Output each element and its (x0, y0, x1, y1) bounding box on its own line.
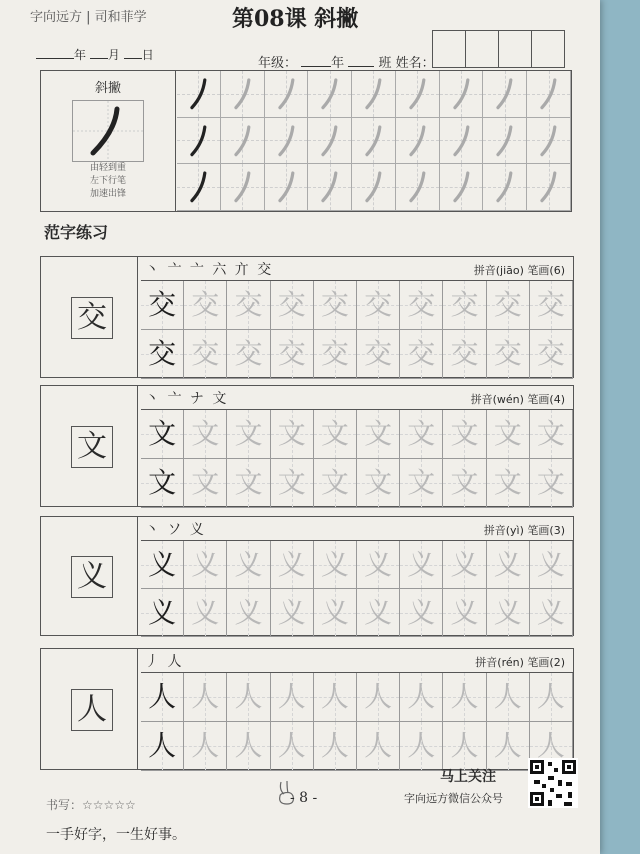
slant-stroke-icon (221, 164, 264, 210)
character-info (484, 522, 565, 538)
cell-character: 交 (407, 337, 436, 370)
cell-character: 人 (536, 729, 565, 762)
cell-character: 交 (277, 337, 306, 370)
slant-stroke-icon (73, 101, 143, 161)
cell-character: 义 (234, 548, 263, 581)
tracing-cell[interactable] (443, 589, 486, 637)
cell-character: 文 (493, 417, 522, 450)
name-boxes[interactable] (432, 30, 564, 68)
tracing-grid (141, 409, 573, 506)
day-blank[interactable] (124, 58, 142, 59)
tracing-cell[interactable] (184, 281, 227, 330)
stroke-practice-cell[interactable] (527, 71, 571, 118)
tracing-cell[interactable] (443, 722, 486, 771)
cell-character: 人 (234, 680, 263, 713)
slant-stroke-icon (396, 71, 439, 117)
cell-character: 人 (320, 729, 349, 762)
stroke-count-label: 笔画(2) (527, 656, 565, 669)
stroke-practice-cell[interactable] (527, 118, 571, 165)
cell-character: 交 (320, 337, 349, 370)
slant-stroke-icon (221, 118, 264, 164)
cell-character: 义 (148, 548, 177, 581)
cell-character: 义 (450, 548, 479, 581)
slant-stroke-icon (440, 118, 483, 164)
cell-character: 人 (191, 729, 220, 762)
tracing-cell[interactable] (227, 722, 270, 771)
tracing-cell[interactable] (184, 410, 227, 459)
tracing-cell[interactable] (487, 281, 530, 330)
cell-character: 人 (364, 680, 393, 713)
tracing-cell[interactable] (271, 541, 314, 589)
tracing-cell[interactable] (184, 673, 227, 722)
motto: 一手好字，一生好事。 (46, 827, 186, 843)
publisher-logo: 字向远方 | 司和菲学 (30, 10, 147, 25)
stroke-practice-grid[interactable] (177, 71, 571, 211)
slant-stroke-icon (265, 118, 308, 164)
stroke-demo (72, 100, 144, 162)
pinyin-label: 拼音(wén) (470, 393, 524, 406)
cell-character: 义 (450, 596, 479, 629)
month-blank[interactable] (90, 58, 108, 59)
stroke-practice-cell[interactable] (221, 118, 265, 165)
model-character: 交 (71, 297, 113, 339)
tracing-cell[interactable] (357, 330, 400, 379)
tracing-cell[interactable] (184, 722, 227, 771)
stroke-tip-1: 由轻到重 (89, 163, 126, 173)
cell-character: 文 (148, 466, 177, 499)
tracing-cell[interactable] (314, 673, 357, 722)
name-box[interactable] (531, 30, 565, 68)
cell-character: 文 (493, 466, 522, 499)
character-info (474, 262, 565, 278)
stroke-practice-cell[interactable] (527, 164, 571, 211)
cell-character: 交 (234, 288, 263, 321)
tracing-cell[interactable] (227, 459, 270, 508)
stroke-practice-cell[interactable] (352, 164, 396, 211)
stroke-practice-cell[interactable] (265, 164, 309, 211)
cell-character: 文 (234, 417, 263, 450)
slant-stroke-icon (177, 164, 220, 210)
cell-character: 人 (407, 680, 436, 713)
stroke-practice-cell[interactable] (221, 71, 265, 118)
tracing-cell[interactable] (443, 541, 486, 589)
cell-character: 义 (234, 596, 263, 629)
cell-character: 交 (320, 288, 349, 321)
tracing-cell[interactable] (443, 673, 486, 722)
stroke-practice-cell[interactable] (396, 118, 440, 165)
tracing-cell[interactable] (530, 541, 573, 589)
stroke-order: 丶 亠 亠 六 亣 交 (145, 262, 274, 278)
model-cell[interactable] (141, 589, 184, 637)
character-block (40, 516, 574, 636)
date-line (36, 46, 154, 63)
year-blank[interactable] (36, 58, 74, 59)
tracing-cell[interactable] (271, 722, 314, 771)
model-character-panel (41, 649, 138, 769)
tracing-cell[interactable] (487, 330, 530, 379)
cell-character: 文 (364, 417, 393, 450)
stroke-practice-cell[interactable] (177, 71, 221, 118)
tracing-cell[interactable] (487, 410, 530, 459)
follow-text: 马上关注 (440, 769, 496, 785)
tracing-grid (141, 672, 573, 769)
character-block (40, 648, 574, 770)
model-cell[interactable] (141, 410, 184, 459)
tracing-cell[interactable] (227, 589, 270, 637)
stroke-practice-cell[interactable] (177, 118, 221, 165)
tracing-cell[interactable] (443, 410, 486, 459)
tracing-cell[interactable] (227, 410, 270, 459)
cell-character: 交 (407, 288, 436, 321)
cell-character: 文 (320, 466, 349, 499)
cell-character: 文 (407, 466, 436, 499)
model-cell[interactable] (141, 281, 184, 330)
cell-character: 人 (450, 729, 479, 762)
tracing-cell[interactable] (314, 459, 357, 508)
tracing-cell[interactable] (184, 589, 227, 637)
slant-stroke-icon (483, 71, 526, 117)
tracing-cell[interactable] (184, 459, 227, 508)
tracing-cell[interactable] (314, 410, 357, 459)
cell-character: 交 (364, 288, 393, 321)
account-text: 字向远方微信公众号 (404, 792, 503, 805)
tracing-cell[interactable] (400, 722, 443, 771)
tracing-cell[interactable] (400, 673, 443, 722)
slant-stroke-icon (308, 71, 351, 117)
slant-stroke-icon (483, 164, 526, 210)
cell-character: 人 (277, 680, 306, 713)
tracing-cell[interactable] (357, 459, 400, 508)
class-blank[interactable] (348, 66, 374, 67)
tracing-cell[interactable] (487, 541, 530, 589)
stroke-practice-cell[interactable] (440, 71, 484, 118)
tracing-cell[interactable] (271, 330, 314, 379)
stroke-practice-cell[interactable] (308, 164, 352, 211)
stroke-practice-cell[interactable] (440, 118, 484, 165)
tracing-cell[interactable] (357, 410, 400, 459)
cell-character: 文 (234, 466, 263, 499)
stroke-practice-cell[interactable] (352, 118, 396, 165)
tracing-cell[interactable] (357, 541, 400, 589)
model-character: 义 (71, 556, 113, 598)
cell-character: 义 (320, 548, 349, 581)
cell-character: 人 (234, 729, 263, 762)
tracing-cell[interactable] (184, 330, 227, 379)
character-info (471, 391, 565, 407)
tracing-cell[interactable] (227, 330, 270, 379)
page-number: - 8 - (290, 790, 318, 806)
cell-character: 义 (277, 596, 306, 629)
cell-character: 义 (191, 548, 220, 581)
model-cell[interactable] (141, 722, 184, 771)
tracing-cell[interactable] (314, 722, 357, 771)
cell-character: 义 (148, 596, 177, 629)
tracing-cell[interactable] (443, 459, 486, 508)
model-cell[interactable] (141, 459, 184, 508)
cell-character: 义 (364, 596, 393, 629)
tracing-cell[interactable] (530, 281, 573, 330)
cell-character: 交 (450, 337, 479, 370)
tracing-cell[interactable] (400, 410, 443, 459)
tracing-cell[interactable] (314, 589, 357, 637)
tracing-cell[interactable] (530, 673, 573, 722)
tracing-cell[interactable] (271, 410, 314, 459)
pinyin-label: 拼音(jiāo) (473, 264, 524, 277)
stroke-order: 丿 人 (145, 654, 184, 670)
slant-stroke-icon (308, 164, 351, 210)
tracing-cell[interactable] (487, 459, 530, 508)
cell-character: 文 (191, 417, 220, 450)
tracing-cell[interactable] (184, 541, 227, 589)
tracing-cell[interactable] (271, 589, 314, 637)
cell-character: 人 (493, 729, 522, 762)
tracing-cell[interactable] (400, 541, 443, 589)
cell-character: 人 (493, 680, 522, 713)
cell-character: 交 (450, 288, 479, 321)
tracing-cell[interactable] (400, 281, 443, 330)
cell-character: 义 (493, 596, 522, 629)
tracing-cell[interactable] (357, 722, 400, 771)
tracing-cell[interactable] (400, 330, 443, 379)
tracing-cell[interactable] (400, 459, 443, 508)
model-cell[interactable] (141, 330, 184, 379)
tracing-cell[interactable] (227, 673, 270, 722)
cell-character: 人 (148, 680, 177, 713)
stroke-count-label: 笔画(4) (527, 393, 565, 406)
cell-character: 义 (407, 548, 436, 581)
model-character: 文 (71, 426, 113, 468)
tracing-cell[interactable] (487, 673, 530, 722)
stroke-practice-cell[interactable] (221, 164, 265, 211)
model-character-panel (41, 257, 138, 377)
grade-blank[interactable] (301, 66, 331, 67)
stroke-count-label: 笔画(6) (527, 264, 565, 277)
slant-stroke-icon (527, 71, 570, 117)
cell-character: 义 (277, 548, 306, 581)
cell-character: 人 (364, 729, 393, 762)
stroke-practice-cell[interactable] (396, 71, 440, 118)
cell-character: 文 (277, 417, 306, 450)
cell-character: 交 (234, 337, 263, 370)
cell-character: 义 (493, 548, 522, 581)
slant-stroke-icon (177, 118, 220, 164)
stroke-practice-cell[interactable] (483, 164, 527, 211)
slant-stroke-icon (308, 118, 351, 164)
cell-character: 文 (277, 466, 306, 499)
tracing-cell[interactable] (314, 330, 357, 379)
tracing-cell[interactable] (271, 673, 314, 722)
class-name-label: 班 姓名： (378, 56, 435, 71)
slant-stroke-icon (352, 71, 395, 117)
slant-stroke-icon (396, 164, 439, 210)
slant-stroke-icon (527, 118, 570, 164)
cell-character: 人 (450, 680, 479, 713)
tracing-cell[interactable] (271, 281, 314, 330)
cell-character: 义 (364, 548, 393, 581)
character-info (475, 654, 565, 670)
cell-character: 交 (148, 337, 177, 370)
tracing-cell[interactable] (487, 589, 530, 637)
slant-stroke-icon (352, 164, 395, 210)
name-box[interactable] (498, 30, 532, 68)
slant-stroke-icon (221, 71, 264, 117)
slant-stroke-icon (352, 118, 395, 164)
model-cell[interactable] (141, 541, 184, 589)
cell-character: 文 (364, 466, 393, 499)
cell-character: 文 (191, 466, 220, 499)
year-label: 年 (74, 48, 87, 62)
cell-character: 交 (191, 288, 220, 321)
cell-character: 文 (536, 417, 565, 450)
tracing-cell[interactable] (357, 673, 400, 722)
tracing-cell[interactable] (227, 541, 270, 589)
stroke-practice-cell[interactable] (352, 71, 396, 118)
tracing-cell[interactable] (227, 281, 270, 330)
tracing-cell[interactable] (530, 410, 573, 459)
lesson-title: 第08课 斜撇 (232, 6, 359, 32)
cell-character: 交 (536, 337, 565, 370)
cell-character: 交 (277, 288, 306, 321)
stroke-practice-cell[interactable] (396, 164, 440, 211)
tracing-cell[interactable] (314, 281, 357, 330)
stroke-practice-cell[interactable] (265, 118, 309, 165)
tracing-cell[interactable] (487, 722, 530, 771)
cell-character: 交 (493, 337, 522, 370)
character-block (40, 256, 574, 378)
slant-stroke-icon (440, 164, 483, 210)
stroke-practice-cell[interactable] (483, 118, 527, 165)
model-character-panel (41, 517, 138, 635)
stroke-practice-cell[interactable] (265, 71, 309, 118)
cell-character: 交 (493, 288, 522, 321)
section-title: 范字练习 (44, 223, 109, 242)
stroke-tip-2: 左下行笔 (89, 176, 126, 186)
pinyin-label: 拼音(rén) (475, 656, 524, 669)
tracing-cell[interactable] (357, 281, 400, 330)
stroke-order: 丶 ソ 义 (145, 522, 206, 538)
stroke-practice-cell[interactable] (483, 71, 527, 118)
character-block (40, 385, 574, 507)
tracing-cell[interactable] (357, 589, 400, 637)
cell-character: 文 (320, 417, 349, 450)
cell-character: 义 (536, 548, 565, 581)
pinyin-label: 拼音(yì) (483, 524, 524, 537)
stroke-count-label: 笔画(3) (527, 524, 565, 537)
stroke-practice-cell[interactable] (440, 164, 484, 211)
stroke-name: 斜撇 (94, 81, 121, 96)
cell-character: 文 (450, 466, 479, 499)
cell-character: 文 (148, 417, 177, 450)
slant-stroke-icon (483, 118, 526, 164)
cell-character: 义 (536, 596, 565, 629)
cell-character: 人 (536, 680, 565, 713)
tracing-cell[interactable] (271, 459, 314, 508)
cell-character: 义 (320, 596, 349, 629)
cell-character: 交 (536, 288, 565, 321)
tracing-grid (141, 540, 573, 635)
grade-label: 年级： (258, 56, 298, 71)
cell-character: 义 (407, 596, 436, 629)
name-box[interactable] (432, 30, 466, 68)
cell-character: 交 (148, 288, 177, 321)
cell-character: 人 (191, 680, 220, 713)
cell-character: 人 (320, 680, 349, 713)
grade-year-label: 年 (331, 56, 345, 71)
stroke-order: 丶 亠 ナ 文 (145, 391, 229, 407)
slant-stroke-icon (265, 71, 308, 117)
tracing-cell[interactable] (443, 281, 486, 330)
writing-rating[interactable]: 书写：☆☆☆☆☆ (46, 798, 136, 812)
tracing-cell[interactable] (443, 330, 486, 379)
name-box[interactable] (465, 30, 499, 68)
cell-character: 交 (191, 337, 220, 370)
qr-code-icon (528, 758, 578, 808)
stroke-intro (41, 71, 176, 211)
cell-character: 文 (450, 417, 479, 450)
tracing-grid (141, 280, 573, 377)
slant-stroke-icon (527, 164, 570, 210)
model-character-panel (41, 386, 138, 506)
slant-stroke-icon (396, 118, 439, 164)
grade-line (258, 52, 435, 71)
cell-character: 文 (407, 417, 436, 450)
stroke-practice-cell[interactable] (177, 164, 221, 211)
model-cell[interactable] (141, 673, 184, 722)
month-label: 月 (107, 48, 120, 62)
stroke-practice-box (40, 70, 572, 212)
cell-character: 义 (191, 596, 220, 629)
stroke-tip-3: 加速出锋 (89, 189, 126, 199)
model-character: 人 (71, 689, 113, 731)
slant-stroke-icon (265, 164, 308, 210)
cell-character: 交 (364, 337, 393, 370)
cell-character: 人 (277, 729, 306, 762)
slant-stroke-icon (177, 71, 220, 117)
tracing-cell[interactable] (314, 541, 357, 589)
day-label: 日 (141, 48, 154, 62)
cell-character: 人 (148, 729, 177, 762)
stroke-practice-cell[interactable] (308, 71, 352, 118)
tracing-cell[interactable] (530, 459, 573, 508)
tracing-cell[interactable] (530, 589, 573, 637)
stroke-practice-cell[interactable] (308, 118, 352, 165)
slant-stroke-icon (440, 71, 483, 117)
tracing-cell[interactable] (400, 589, 443, 637)
tracing-cell[interactable] (530, 330, 573, 379)
cell-character: 人 (407, 729, 436, 762)
cell-character: 文 (536, 466, 565, 499)
